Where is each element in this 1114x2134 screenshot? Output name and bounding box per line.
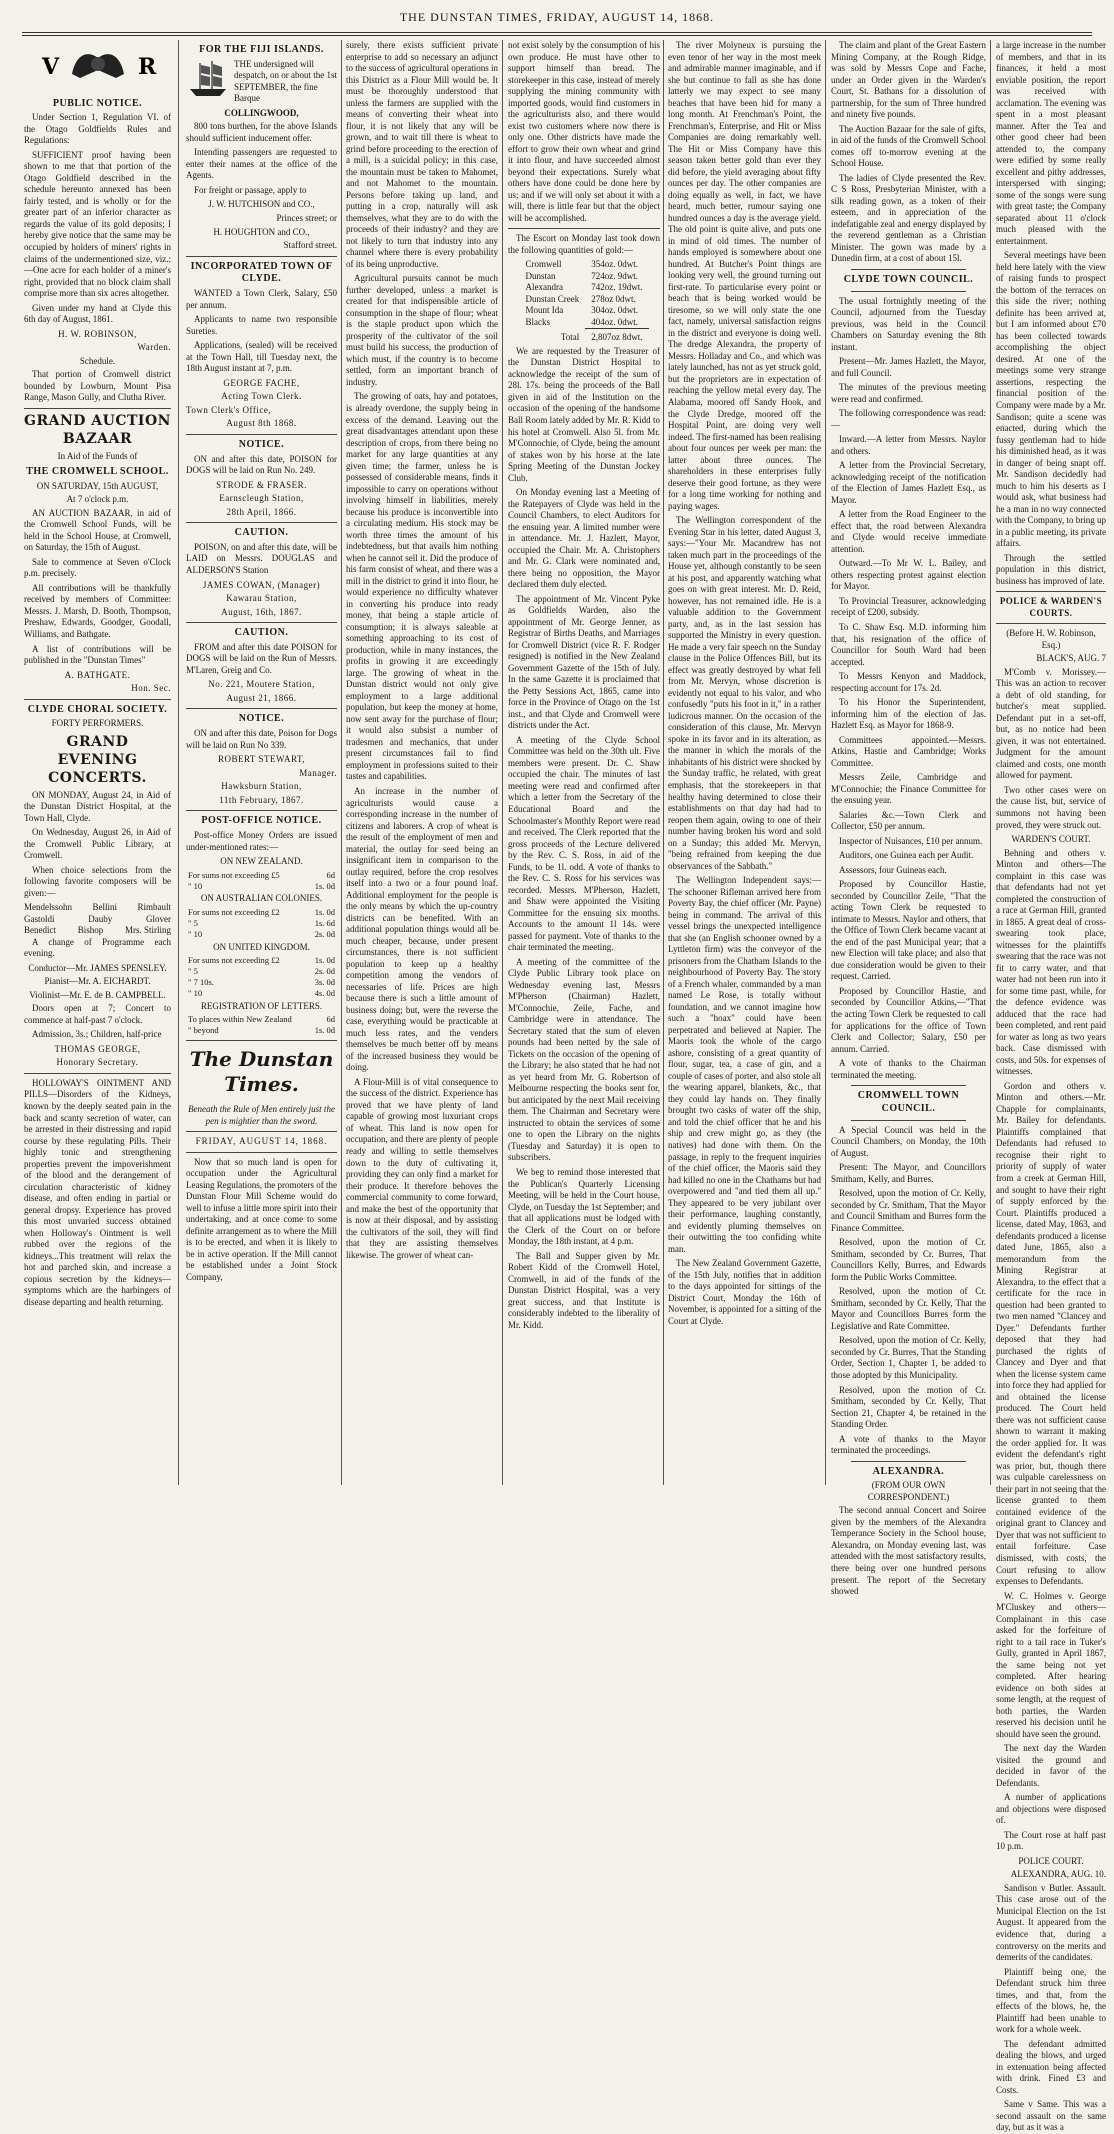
divider	[851, 1085, 966, 1086]
article-paragraph: The Wellington Independent says:—The schooner Rifleman arrived here from Poverty Bay, the chief officer (Mr. Payne) being in command. The arrival of this vessel brings the unexpected intelligence that she (an English schooner owned by a Lyttleton firm) was the conveyor of the prisoners from the Chatham Islands to the neighbourhood of Poverty Bay. The story of a French whaler, commanded by a man named Le Rose, is totally without foundation, and we cannot imagine how such a "hoax" could have been perpetrated and believed at Napier. The Maoris took the whole of the cargo ashore, consisting of a great quantity of flour, sugar, tea, a case of gin, and a couple of cases of porter, and also stole all the wearing apparel, blankets, &c., that they could lay hands on. They finally brought two casks of water off the ship, and told the chief officer that he and his ship and crew might go, as they (the natives) had done with them. On the passage, in reply to the frequent inquiries of the chief officer, the Maoris said they had killed no one in the Chathams but had overpowered and "and tied them all up." They appeared to be very jubilant over their performance, laughing constantly, and evidently pluming themselves on their outwitting the too confiding white man.	[668, 875, 821, 1254]
warden-court-heading: WARDEN'S COURT.	[1011, 834, 1091, 845]
bazaar-school: THE CROMWELL SCHOOL.	[26, 466, 169, 478]
table-row	[186, 870, 337, 881]
column-2	[186, 40, 337, 1480]
article-paragraph: The usual fortnightly meeting of the Council, adjourned from the Tuesday previous, was held in the Council Chambers on Saturday evening the 8th instant.	[831, 295, 986, 352]
column-divider	[178, 40, 179, 1485]
signature-title: Manager.	[299, 767, 337, 778]
newspaper-title: The Dunstan Times.	[189, 1046, 334, 1097]
article-paragraph: Applications, (sealed) will be received at the Town Hall, till Tuesday next, the 18th August instant at 7, p.m.	[186, 340, 337, 374]
column-3	[346, 40, 498, 1480]
column-5	[668, 40, 821, 1480]
column-7	[996, 40, 1106, 2133]
article-paragraph: A letter from the Road Engineer to the effect that, the road between Alexandra and Clyde would receive immediate attention.	[831, 509, 986, 554]
signature: H. W. ROBINSON,	[58, 328, 137, 339]
divider	[24, 699, 171, 700]
composer-name: Glover	[146, 913, 171, 924]
rate-label: " beyond	[188, 1024, 219, 1035]
table-row-total	[520, 329, 649, 344]
divider	[186, 256, 337, 257]
article-paragraph: To Messrs Kenyon and Maddock, respecting account for 17s. 2d.	[831, 671, 986, 693]
royal-crest	[24, 44, 171, 94]
article-paragraph: POISON, on and after this date, will be LAID on Messrs. DOUGLAS and ALDERSON'S Station	[186, 541, 337, 575]
signature: THOMAS GEORGE,	[54, 1043, 141, 1054]
table-row	[186, 1014, 337, 1025]
article-paragraph: To his Honor the Superintendent, informing him of the election of Jas. Hazlett Esq. as Mayor for 1868-9.	[831, 697, 986, 731]
article-paragraph: For freight or passage, apply to	[194, 184, 307, 195]
choral-heading: CLYDE CHORAL SOCIETY.	[27, 703, 168, 715]
composer-row	[24, 902, 171, 914]
article-paragraph: A meeting of the committee of the Clyde Public Library took place on Wednesday evening last, Messrs M'Pherson (Chairman) Hazlett, M'Connochie, Zeile, Fache, and Cambridge were in attendance. The Secretary stated that the sum of eleven pounds had been netted by the sale of Tickets on the occasion of the opening of the Library; he also stated that he had not as yet heard from Mr. G. Robertson of Melbourne respecting the books sent for, but anticipated by the next Mail receiving them. The Chairman and Secretary were instructed to obtain the services of some one to open the Library on the nights (Tuesday and Saturday) it is open to subscribers.	[508, 956, 660, 1163]
article-paragraph: Present—Mr. James Hazlett, the Mayor, and full Council.	[831, 356, 986, 378]
article-paragraph: Gordon and others v. Minton and others.—Mr. Chapple for complainants, Mr. Bailey for defendants. Plaintiffs complained that Defendants had refused to recognise their right to priority of supply of water from a creek at German Hill, and sought to have their right of supply enforced by the Court. Plaintiffs produced a license, dated May, 1863, and defendants produced a license dated June, 1865, also a memorandum from the Mining Registrar at Alexandra, to the effect that a certificate for the race in question had been granted to two men named "Clancey and Dyer." Defendants further deposed that they had purchased the rights of Clancey and Dyer and that when the license system came into force they had applied for and obtained the license produced. The Court held there was not sufficient cause shown to warrant it making the order applied for. It was evident the defendant's right was prior, but, though there was culpable carelessness on their part in not seeing that the license granted to them contained evidence of the original grant to Clancey and Dyer that was not sufficient to entail forfeiture. Case dismissed, with costs, the Court refusing to allow expenses to Defendants.	[996, 1080, 1106, 1587]
caution-heading: CAUTION.	[234, 527, 289, 539]
station-date: 28th April, 1866.	[226, 506, 297, 517]
advertisement-paragraph: HOLLOWAY'S OINTMENT AND PILLS—Disorders of the Kidneys, known by the deeply seated pain in the back and scanty secretion of water, can be arrested in their distressing and rapid course by these regulating Pills. Their highly tonic and strengthening properties prevent the impoverishment of the blood and the derangement of circulation characteristic of kidney disease, and often ending in partial or general dropsy. Experience has proved this most unvaried success obtained when Holloway's Ointment is well rubbed over the regions of the kidneys...This treatment will relax the hot and parched skin, and increase a copious secretion by the kidneys—symptoms which are the harbingers of disease departing and health returning.	[24, 1077, 171, 1307]
page-masthead: THE DUNSTAN TIMES, FRIDAY, AUGUST 14, 1868.	[399, 10, 715, 24]
article-paragraph: The Court rose at half past 10 p.m.	[996, 1829, 1106, 1852]
article-paragraph: The second annual Concert and Soiree given by the members of the Alexandra Temperance Society in the School house, Alexandra, on Monday evening last, was attended with the most satisfactory results, there being over one hundred persons present. The report of the Secretary showed	[831, 1505, 986, 1597]
composer-name: Dauby	[88, 913, 113, 924]
divider	[186, 622, 337, 623]
article-paragraph: The appointment of Mr. Vincent Pyke as Goldfields Warden, also the appointment of Mr. George Jenner, as Registrar of Births Deaths, and Marriages for Cromwell District (vice R. F. Rodger resigned) is notified in the New Zealand Government Gazette of the 15th of July. In the same Gazette it is proclaimed that the Petty Sessions Act, 1865, came into force in the Province of Otago on the 1st inst., and that Clyde and Cromwell were districts under the Act.	[508, 593, 660, 731]
rates-table	[186, 907, 337, 940]
courts-heading: POLICE & WARDEN'S COURTS.	[999, 596, 1103, 618]
article-paragraph: The Ball and Supper given by Mr. Robert Kidd of the Cromwell Hotel, Cromwell, in aid of the funds of the Dunstan District Hospital, was a very great success, and that Institute is considerably indebted to the liberality of Mr. Kidd.	[508, 1250, 660, 1330]
performer-credit: Pianist—Mr. A. EICHARDT.	[44, 976, 151, 987]
table-row	[186, 966, 337, 977]
table-row	[186, 988, 337, 999]
article-paragraph: Post-office Money Orders are issued under-mentioned rates:—	[186, 830, 337, 852]
article-paragraph: Given under my hand at Clyde this 6th day of August, 1861.	[24, 302, 171, 325]
article-paragraph: A Special Council was held in the Council Chambers, on Monday, the 10th of August.	[831, 1124, 986, 1158]
article-paragraph: M'Comb v. Morissey.—This was an action to recover a debt of old standing, for butcher's meat supplied. Defendant put in a set-off, but, as no notice had been given, it was not entertained. Judgment for the amount claimed and costs, one month allowed for payment.	[996, 666, 1106, 781]
table-row	[520, 317, 649, 329]
article-paragraph: Intending passengers are requested to enter their names at the office of the Agents.	[186, 147, 337, 181]
rate-value: 3s. 0d	[314, 976, 335, 987]
public-notice-heading: PUBLIC NOTICE.	[52, 97, 143, 109]
article-paragraph: FROM and after this date POISON for DOGS will be laid on the Run of Messrs. M'Laren, Greig and Co.	[186, 641, 337, 675]
divider	[186, 434, 337, 435]
column-1	[24, 40, 171, 1480]
article-paragraph: The following correspondence was read:—	[831, 408, 986, 430]
article-paragraph: A vote of thanks to the Mayor terminated the proceedings.	[831, 1433, 986, 1456]
rate-heading: REGISTRATION OF LETTERS.	[200, 1000, 323, 1011]
article-paragraph: W. C. Holmes v. George M'Cluskey and others—Complainant in this case asked for the forfeiture of right to a tail race in Tuker's Gully, granted in April 1867, the same being not yet completed. After hearing evidence on both sides at some length, at the request of both parties, the Warden reserved his decision until he should have seen the ground.	[996, 1590, 1106, 1739]
article-paragraph: The defendant admitted dealing the blows, and urged in extenuation being affected with drink. Fined £3 and Costs.	[996, 2038, 1106, 2095]
article-paragraph: On Monday evening last a Meeting of the Ratepayers of Clyde was held in the Council Chambers, to elect Auditors for the ensuing year. A limited number were in attendance. Mr. J. Hazlett, Mayor, occupied the Chair. Mr. A. Christophers and Mr. G. Clark were nominated and, there being no opposition, the Mayor declared them duly elected.	[508, 487, 660, 590]
rate-value: 6d	[326, 1014, 335, 1025]
article-paragraph: The minutes of the previous meeting were read and confirmed.	[831, 382, 986, 404]
article-paragraph: THE undersigned will despatch, on or about the 1st SEPTEMBER, the fine Barque	[234, 58, 337, 104]
article-paragraph: Inward.—A letter from Messrs. Naylor and others.	[831, 434, 986, 456]
article-paragraph: The Escort on Monday last took down the following quantities of gold:—	[508, 233, 660, 255]
rate-label: " 5	[188, 917, 198, 928]
article-paragraph: A vote of thanks to the Chairman terminated the meeting.	[831, 1058, 986, 1080]
crest-letter-right: R	[137, 54, 156, 80]
fiji-heading: FOR THE FIJI ISLANDS.	[199, 44, 324, 55]
table-row	[520, 282, 649, 294]
article-paragraph: When choice selections from the following favorite composers will be given:—	[24, 864, 171, 898]
signature-date: August 8th 1868.	[226, 418, 297, 429]
newspaper-motto: Beneath the Rule of Men entirely just the pen is mightier than the sword.	[188, 1104, 335, 1126]
caution-heading: CAUTION.	[234, 627, 289, 639]
gold-place: Alexandra	[525, 282, 563, 293]
signature: JAMES COWAN, (Manager)	[202, 579, 321, 590]
editorial-paragraph: The growing of oats, hay and potatoes, is already overdone, the supply being in excess of the demand. Leaving out the great disadvantages attendant upon these description of crops, from there being no market for any large quantities at any given time; the farmer, unless he is possessed of considerable means, finds it impossible to carry on operations without involving himself in liabilities, merely because his produce is inconvertible into a circulating medium. His stock may be worth three times the amount of his indebtedness, but that avails him nothing when he cannot sell it. Did the produce of his farm consist of wheat, and there was a mill in the district to grind it into flour, he would experience no difficulty whatever in converting his produce into ready money, that being a staple article of consumption; it is always saleable at something approaching to its cost of production, while in many instances, the profits in growing it are exceedingly large. The growing of wheat in the Dunstan district would not only give employment to a large additional population, but keep the money at home, now sent away for the purchase of flour; it would also subsist a number of tradesmen and mechanics, that under present circumstances fail to find employment in professions suited to their tastes and capabilities.	[346, 391, 498, 782]
article-paragraph: Assessors, four Guineas each.	[839, 864, 947, 875]
rate-value: 2s. 0d	[314, 928, 335, 939]
divider	[508, 228, 660, 229]
concerts-heading: GRAND EVENING CONCERTS.	[48, 733, 147, 786]
police-court-heading: POLICE COURT.	[1018, 1855, 1084, 1866]
rates-table	[186, 870, 337, 892]
article-paragraph: The ladies of Clyde presented the Rev. C S Ross, Presbyterian Minister, with a silk reading gown, as a token of their esteem, and in appreciation of the indefatigable zeal and energy displayed by the reverend gentleman as a Christian Minister. The gown was made by a Dunedin firm, at a cost of about 15l.	[831, 172, 986, 264]
article-paragraph: ON and after this date, POISON for DOGS will be laid on Run No. 249.	[186, 453, 337, 476]
article-paragraph: AN AUCTION BAZAAR, in aid of the Cromwell School Funds, will be held in the School House, at Cromwell, on Saturday, the 15th of August.	[24, 507, 171, 553]
table-row	[520, 305, 649, 317]
rate-value: 1s. 6d	[314, 917, 335, 928]
rate-label: For sums not exceeding £5	[188, 869, 280, 880]
choral-subheading: FORTY PERFORMERS.	[51, 718, 144, 729]
article-paragraph: Proposed by Councillor Hastie, seconded by Councillor Zeile, "That the acting Town Clerk be requested to intimate to Messrs. Naylor and others, that the Office of Town Clerk became vacant at the end of the past Municipal year; that a new Election will take place; and also that due consideration would be given to their request. Carried.	[831, 879, 986, 982]
article-paragraph: A meeting of the Clyde School Committee was held on the 30th ult. Five members were present. Dr. C. Shaw occupied the chair. The minutes of last meeting were read and confirmed after which a letter from the Secretary of the Educational Board and the Schoolmaster's Monthly Report were read and received. The Clerk reported that the gross proceeds of the Lecture delivered by the Rev. C. S. Ross, in aid of the Funds, to be 1l. odd. A vote of thanks to the Rev. C. S. Ross for his services was recorded. Messrs. M'Pherson, Hazlett, and Shaw were appointed the Visiting Committee for the ensuing six months. Accounts to the amount 1l 14s. were passed for payment. Vote of thanks to the chair terminated the meeting.	[508, 734, 660, 953]
notice-heading: NOTICE.	[238, 438, 285, 450]
gold-place: Dunstan	[525, 270, 556, 281]
article-paragraph: The claim and plant of the Great Eastern Mining Company, at the Rough Ridge, was sold by Messrs Cope and Fache, under an Order given in the Warden's Court, St. Bathans for a dissolution of partnership, for the sum of Three hundred and ninety five pounds.	[831, 40, 986, 120]
crest-letter-left: V	[41, 54, 59, 80]
article-paragraph: Plaintiff being one, the Defendant struck him three times, and that, from the effects of the blows, he, the Plaintiff had been unable to work for a whole week.	[996, 1966, 1106, 2035]
signature: ROBERT STEWART,	[217, 754, 306, 765]
article-paragraph: Committees appointed.—Messrs. Atkins, Hastie and Cambridge; Works Committee.	[831, 734, 986, 768]
issue-date: FRIDAY, AUGUST 14, 1868.	[195, 1136, 328, 1147]
article-paragraph: We beg to remind those interested that the Publican's Quarterly Licensing Meeting, will be held in the Court house, Clyde, on Tuesday the 1st September; and that all applications must be lodged with the Clerk of the Court on or before Monday, the 18th instant, at 4 p.m.	[508, 1166, 660, 1247]
rate-label: For sums not exceeding £2	[188, 906, 280, 917]
rate-value: 1s. 0d	[314, 955, 335, 966]
rates-table	[186, 955, 337, 999]
column-4	[508, 40, 660, 1480]
editorial-paragraph: Now that so much land is open for occupation under the Agricultural Leasing Regulations, the promoters of the Dunstan Flour Mill Scheme would do well to infuse a little more spirit into their undertaking, and at once come to some definite arrangement as to where the Mill is to be erected, and when it is likely to be in active operation. If the Mill cannot be established under a Joint Stock Company,	[186, 1156, 337, 1282]
article-paragraph: The next day the Warden visited the ground and decided in favor of the Defendants.	[996, 1743, 1106, 1788]
composer-row	[24, 925, 171, 937]
divider	[851, 1120, 966, 1121]
divider	[851, 269, 966, 270]
rate-label: For sums not exceeding £2	[188, 955, 280, 966]
divider	[851, 1461, 966, 1462]
article-paragraph: Outward.—To Mr W. L. Bailey, and others respecting protest against election for Mayor.	[831, 558, 986, 592]
rate-label: To places within New Zealand	[188, 1014, 292, 1025]
article-paragraph: Same v Same. This was a second assault on the same day, but as it was a	[996, 2099, 1106, 2133]
notice-heading: NOTICE.	[238, 713, 285, 725]
table-row	[186, 977, 337, 988]
article-paragraph: Present: The Mayor, and Councillors Smitham, Kelly, and Burres.	[831, 1162, 986, 1184]
station-name: No. 221, Moutere Station,	[208, 679, 315, 690]
station-name: Hawksburn Station,	[221, 781, 302, 792]
post-office-heading: POST-OFFICE NOTICE.	[201, 815, 322, 827]
article-paragraph: ON and after this date, Poison for Dogs will be laid on Run No 339.	[186, 728, 337, 750]
table-row	[186, 881, 337, 892]
crest-icon	[28, 44, 168, 90]
article-paragraph: On Wednesday, August 26, in Aid of the Cromwell Public Library, at Cromwell.	[24, 827, 171, 861]
composer-name: Bishop	[77, 925, 104, 936]
signature: A. BATHGATE.	[64, 669, 131, 680]
ship-illustration	[186, 59, 337, 105]
table-row	[520, 294, 649, 306]
rate-label: " 10	[188, 928, 203, 939]
table-row	[186, 929, 337, 940]
signature-title: Acting Town Clerk.	[221, 391, 302, 402]
gold-total-label: Total	[560, 332, 580, 343]
composer-name: Bellini	[92, 902, 117, 913]
composer-name: Rimbault	[137, 902, 171, 913]
editorial-paragraph: A Flour-Mill is of vital consequence to the success of the district. Experience has proved that we have plenty of land capable of growing most luxuriant crops of wheat. This land is now open for occupation, and there are plenty of people ready and willing to settle themselves down to the duty of cultivating it, providing they can only find a market for their produce. It therefore behoves the commercial community to come forward, and make the best of the opportunity that is now at their disposal, and by assisting the cultivators of the soil, they will find that they are assisting themselves likewise. The grower of wheat can-	[346, 1076, 498, 1260]
divider	[186, 810, 337, 811]
table-row	[186, 907, 337, 918]
article-paragraph: WANTED a Town Clerk, Salary, £50 per annum.	[186, 288, 337, 310]
article-paragraph: All contributions will be thankfully received by members of Committee: Messrs. J. Marsh, D. Booth, Thompson, Preshaw, Edwards, Goodger, Goodall, Williams, and Bathgate.	[24, 582, 171, 639]
schedule-heading: Schedule.	[79, 355, 116, 366]
rate-heading: ON UNITED KINGDOM.	[213, 941, 310, 952]
article-paragraph: Two other cases were on the cause list, but, service of summons not having been proved, they were struck out.	[996, 784, 1106, 830]
article-paragraph: A letter from the Provincial Secretary, acknowledging receipt of the notification of the Election of James Hazlett Esq., as Mayor.	[831, 460, 986, 505]
article-paragraph: Several meetings have been held here lately with the view of raising funds to prospect the bottom of the terraces on this side the river; nothing definite has been arrived at, but I am informed about £70 has been collected towards accomplishing the object desired. At one of the meetings some very strange assertions, respecting the financial position of the Company were made by a Mr. Sandison; quite a scene was enacted, during which the fussy gentleman had to hide his diminished head, as it was in danger of being snapt off. Mr. Sandison decidedly had much to him his deserts as I would ask, what business had he a man in no way connected with the Company, to bring up in a public meeting, its private affairs.	[996, 250, 1106, 549]
article-paragraph: Resolved, upon the motion of Cr. Smitham, seconded by Cr. Kelly, That Section 21, Chapter 4, be retained in the Standing Order.	[831, 1384, 986, 1430]
rate-heading: ON NEW ZEALAND.	[220, 856, 303, 867]
agent-address: Princes street; or	[276, 212, 337, 223]
divider	[24, 1073, 171, 1074]
rate-value: 6d	[326, 869, 335, 880]
article-paragraph: That portion of Cromwell district bounded by Lowburn, Mount Pisa Range, Mason Gully, and Clutha River.	[24, 369, 171, 403]
station-date: 11th February, 1867.	[219, 794, 304, 805]
rate-label: " 10	[188, 987, 203, 998]
article-paragraph: The river Molyneux is pursuing the even tenor of her way in the most meek and admirable manner imaginable, and if she but continue to fall as she has done latterly we may expect to see many beaches that have been hid for many a long month. At Frenchman's Point, the Frenchman's, Enterprise, and Hit or Miss Companies are doing remarkably well. The Hit or Miss Company have this season taken better gold than ever they did before, the yield averaging about fifty ounces per day. The other companies are doing equally as well, in fact, we have heard, much better, rumour saying one hundred ounces a day is the average yield. The old point is quite alive, and puts one in mind of old times. The number of hands employed is somewhere about one hundred. At Butcher's Point things are looking very well, the ground turning out first-rate. To particularise every point or beach that is being worked would be tiresome, so we will only state the one fact, namely, universal satisfaction reigns in the district and everyone is doing well. The dredge Alexandra, the property of Messrs. Holladay and Co., and which was lately launched, has not as yet struck gold, but the proprietors are in expectation of reaching the yellow metal every day. The Alabama, moored off Sandy Hook, and the Clyde Dredge, moored off the Hospital Point, are doing very well indeed. The first-named has been realising about four ounces per week per man: the latter about three ounces. The shareholders in these enterprises fully deserve their good fortune, as they were for a long time working for nothing and paying wages.	[668, 40, 821, 511]
bazaar-time: At 7 o'clock p.m.	[66, 494, 129, 505]
column-divider	[663, 40, 664, 1485]
gold-amount: 404oz. 0dwt.	[591, 316, 638, 327]
article-paragraph: 800 tons burthen, for the above Islands should sufficient inducement offer.	[186, 121, 337, 143]
rate-value: 4s. 0d	[314, 987, 335, 998]
clyde-council-heading: CLYDE TOWN COUNCIL.	[843, 273, 974, 285]
town-heading: INCORPORATED TOWN OF CLYDE.	[190, 260, 333, 285]
composer-name: Gastoldi	[24, 913, 55, 924]
gold-amount: 742oz. 19dwt.	[591, 282, 643, 293]
table-row	[186, 1025, 337, 1036]
divider	[186, 1040, 337, 1041]
gold-place: Blacks	[525, 317, 550, 328]
divider	[186, 1152, 337, 1153]
gold-escort-table	[520, 259, 649, 344]
masthead-rule	[22, 32, 1092, 36]
article-paragraph: Behning and others v. Minton and others—The complaint in this case was that defendants had not yet completed the construction of a race at German Hill, granted in 1865. A great deal of cross-swearing took place, witnesses for the plaintiffs swearing that the race was not fit to carry water, and that water had not been run into it for some time past, while, for the defence evidence was adduced that the race had been completed, and rent paid for water as long as two years back. Case dismissed with costs, and 50s. for expenses of witnesses.	[996, 847, 1106, 1077]
article-paragraph: Doors open at 7; Concert to commence at half-past 7 o'clock.	[24, 1003, 171, 1025]
article-paragraph: Resolved, upon the motion of Cr. Kelly, seconded by Cr. Burres, That the Standing Order, Section 1, Chapter 1, be added to those adopted by this Municipality.	[831, 1335, 986, 1380]
composer-name: Benedict	[24, 925, 56, 936]
divider	[186, 1131, 337, 1132]
rate-value: 1s. 0d	[314, 1024, 335, 1035]
cromwell-council-heading: CROMWELL TOWN COUNCIL.	[857, 1090, 960, 1114]
ship-name: COLLINGWOOD,	[224, 107, 299, 118]
agent-address: Stafford street.	[283, 240, 337, 251]
article-paragraph: A list of contributions will be published in the "Dunstan Times"	[24, 643, 171, 666]
bazaar-heading: GRAND AUCTION BAZAAR	[24, 412, 171, 447]
article-paragraph: Applicants to name two responsible Sureties.	[186, 314, 337, 336]
article-paragraph: Salaries &c.—Town Clerk and Collector, £50 per annum.	[831, 809, 986, 832]
station-name: Earnscleugh Station,	[219, 493, 304, 504]
article-paragraph: Auditors, one Guinea each per Audit.	[839, 850, 974, 861]
performer-credit: Violinist—Mr. E. de B. CAMPBELL.	[29, 989, 166, 1000]
article-paragraph: Through the settled population in this district, business has improved of late.	[996, 552, 1106, 586]
agent-name: J. W. HUTCHISON and CO.,	[208, 199, 315, 210]
agent-name: H. HOUGHTON and CO.,	[213, 226, 310, 237]
rate-value: 2s. 0d	[314, 965, 335, 976]
editorial-paragraph: surely, there exists sufficient private enterprise to add so necessary an adjunct to the success of agricultural operations in this District as a Flour Mill would be. It must be thoroughly understood that unless the farmers are supplied with the means of converting their wheat into flour, it is not likely that any will be grown, and to wait till there is wheat to grind before proceeding to the erection of a mill, is a suicidal policy; in this case, the mountain must be taken to Mahomet, and not Mahomet to the mountain. Persons before taking up land, and putting in a crop, naturally will ask themselves, what they are to do with the proceeds of their industry? and they are not likely to turn that industry into any channel where there is every probability of its being unproductive.	[346, 40, 498, 269]
gold-amount: 304oz. 0dwt.	[591, 305, 638, 316]
article-paragraph: Proposed by Councillor Hastie, and seconded by Councillor Atkins,—"That the acting Town Clerk be requested to call for applications for the office of Town Clerk and Collector; Salary, £50 per annum. Carried.	[831, 985, 986, 1054]
column-6	[831, 40, 986, 1597]
article-paragraph: Inspector of Nuisances, £10 per annum.	[839, 835, 983, 846]
rate-label: " 10	[188, 880, 203, 891]
rates-table	[186, 1014, 337, 1036]
article-paragraph: Under Section 1, Regulation VI. of the Otago Goldfields Rules and Regulations:	[24, 112, 171, 146]
signature-title: Honorary Secretary.	[56, 1057, 139, 1068]
divider	[186, 522, 337, 523]
editorial-paragraph: Agricultural pursuits cannot be much further developed, unless a market is created for that indispensible article of consumption in the shape of flour; wheat is the staple product upon which the prosperity of the cultivator of the soil must build his success, the production of which must, if the country is to become settled, form an important branch of industry.	[346, 273, 498, 387]
editorial-paragraph: not exist solely by the consumption of his own produce. He must have other to support himself than bread. The storekeeper in this case, instead of merely supplying the mining community with imported goods, would find customers in the agriculturists also, and there would exist two customers where now there is only one. Other districts have made the effort to grow their own wheat and grind it into flour, and have succeeded almost beyond their expectations. Surely what others have done could be done here by us; and if we will only set about it with a will, there is little fear but that the object will be accomplished.	[508, 40, 660, 223]
correspondent-line: (FROM OUR OWN CORRESPONDENT.)	[867, 1480, 950, 1502]
gold-place: Dunstan Creek	[525, 293, 580, 304]
gold-amount: 354oz. 0dwt.	[591, 259, 638, 270]
rate-value: 1s. 0d	[314, 906, 335, 917]
article-paragraph: Messrs Zeile, Cambridge and M'Connochie; the Finance Committee for the ensuing year.	[831, 772, 986, 806]
article-paragraph: Resolved, upon the motion of Cr. Smitham, seconded by Cr. Burres, That Councillors Kelly, Burres, and Edwards form the Public Works Committee.	[831, 1237, 986, 1282]
rate-heading: ON AUSTRALIAN COLONIES.	[200, 893, 323, 904]
station-date: August, 16th, 1867.	[221, 606, 302, 617]
column-divider	[502, 40, 503, 1485]
signature: GEORGE FACHE,	[223, 377, 300, 388]
performer-credit: Conductor—Mr. JAMES SPENSLEY.	[28, 962, 167, 973]
divider	[996, 623, 1106, 624]
rate-label: " 7 10s.	[188, 976, 214, 987]
article-paragraph: Resolved, upon the motion of Cr. Kelly, seconded by Cr. Smitham, That the Mayor and Council Smitham and Burres form the Finance Committee.	[831, 1188, 986, 1233]
rate-label: " 5	[188, 965, 198, 976]
article-paragraph: Sandison v Butler. Assault. This case arose out of the Municipal Election on the 1st August. It appeared from the evidence that, during a controversy on the merits and demerits of the candidates.	[996, 1882, 1106, 1963]
article-paragraph: The Auction Bazaar for the sale of gifts, in aid of the funds of the Cromwell School comes off to-morrow evening at the School House.	[831, 123, 986, 169]
article-paragraph: The Wellington correspondent of the Evening Star in his letter, dated August 3, says:—"Your Mr. Macandrew has not taken much part in the proceedings of the House yet, although constantly to be seen at his post, and apparently watching what goes on with great interest. Mr. D. Reid, however, has not remained idle. He is a valuable addition to the Government party, and, as in the last session has supported the Ministry in every question. He made a very fair speech on the Sunday clause in the Police Offences Bill, but its effect was greatly destroyed by what fell from Mr. Mervyn, whose discretion is evidently not equal to his valor, and who confusedly "puts his foot in it," in a rather ludicrous manner. On the occasion of the consideration of this clause, Mr. Mervyn spoke in its favor and in its alteration, as the manner in which the morals of the inhabitants of his district were shocked by the Sunday traffic, he related, with great emphasis, that the storekeepers in that healthy having determined to close their establishments on that day had had to reopen them again, owing to one of their number having broken his word and sold on a Sunday; this added Mr. Mervyn, "being refrained from keeping the due observances of the Sabbath."	[668, 515, 821, 871]
signature-title: Hon. Sec.	[131, 683, 171, 694]
court-date: BLACK'S, AUG. 7	[1036, 653, 1106, 664]
editorial-paragraph: An increase in the number of agriculturists would cause a corresponding increase in the number of citizens and laborers. A crop of wheat is the result of the employment of men and material, the outlay for seed being an insignificant item in comparison to the outlay required, before the crop resolves itself into a two or a four pound loaf. Additional employment for the people is the only means by which the up-country districts can be benefited. With an additional population things would all be much cheaper, because, under present circumstances, there is not sufficient population to keep up a healthy competition among the vendors of necessaries of life. Prices are high because there is such a little amount of business doing; but, were the reverse the case, everything would be practicable at much less rates, and the venders themselves be much better off by means of the increased business they would be doing.	[346, 786, 498, 1073]
signature-place: Town Clerk's Office,	[186, 404, 272, 415]
station-name: Kawarau Station,	[226, 593, 297, 604]
gold-amount: 724oz. 9dwt.	[591, 270, 638, 281]
article-paragraph: To Provincial Treasurer, acknowledging receipt of £200, subsidy.	[831, 595, 986, 618]
composer-row	[24, 914, 171, 926]
composer-name: Mrs. Stirling	[124, 925, 171, 936]
signature: STRODE & FRASER.	[216, 479, 307, 490]
gold-amount: 278oz 0dwt.	[591, 293, 636, 304]
article-paragraph: A number of applications and objections were disposed of.	[996, 1792, 1106, 1826]
gold-place: Mount Ida	[525, 305, 564, 316]
column-divider	[341, 40, 342, 1485]
table-row	[520, 271, 649, 283]
sailing-ship-icon	[186, 59, 230, 99]
article-paragraph: Resolved, upon the motion of Cr. Smitham, seconded by Cr. Kelly, That the Mayor and Councillors Burres form the Legislative and Rate Committee.	[831, 1286, 986, 1331]
table-row	[186, 955, 337, 966]
divider	[24, 408, 171, 409]
article-paragraph: To C. Shaw Esq. M.D. informing him that, his resignation of the office of Councillor for South Ward had been accepted.	[831, 622, 986, 667]
composer-name: Mendelssohn	[24, 902, 72, 913]
article-paragraph: ON MONDAY, August 24, in Aid of the Dunstan District Hospital, at the Town Hall, Clyde.	[24, 789, 171, 823]
divider	[851, 291, 966, 292]
table-row	[520, 259, 649, 271]
column-divider	[825, 40, 826, 1485]
article-paragraph: Sale to commence at Seven o'Clock p.m. precisely.	[24, 556, 171, 579]
bazaar-subheading: In Aid of the Funds of	[57, 450, 138, 461]
station-date: August 21, 1866.	[226, 692, 297, 703]
gold-place: Cromwell	[525, 259, 562, 270]
courts-subheading: (Before H. W. Robinson, Esq.)	[1006, 628, 1096, 650]
article-paragraph: Admission, 3s.; Children, half-price	[32, 1029, 162, 1040]
article-paragraph: The New Zealand Government Gazette, of the 15th July, notifies that in addition to the days appointed for sittings of the District Court, Monday the 16th of November, is appointed for a sitting of the Court at Clyde.	[668, 1258, 821, 1326]
rate-value: 1s. 0d	[314, 880, 335, 891]
signature-title: Warden.	[137, 342, 171, 353]
divider	[996, 591, 1106, 592]
alexandra-heading: ALEXANDRA.	[872, 1465, 945, 1477]
court-date: ALEXANDRA, AUG. 10.	[1010, 1869, 1106, 1880]
column-divider	[990, 40, 991, 1485]
table-row	[186, 918, 337, 929]
article-paragraph: A change of Programme each evening.	[24, 936, 171, 959]
article-paragraph: a large increase in the number of members, and that in its finances, it held a most enviable position, the report was received with acclamation. The evening was spent in a most pleasant manner. After the Tea and other good cheer had been attended to, the company were edified by some really excellent and pithy addresses, interspersed with singing; some of the songs were sung with great taste; the Company separated about 11 o'clock much pleased with the entertainment.	[996, 40, 1106, 246]
article-paragraph: SUFFICIENT proof having been shown to me that that portion of the Otago Goldfield described in the schedule hereunto annexed has been fairly tested, and is wholly or for the greater part of an inferior character as regards the value of its gold deposits; I hereby give notice that the same may be occupied by holders of miners' rights in claims of the undermentioned size, viz.:—One acre for each holder of a miner's right, provided that no block claim shall comprise more than six acres altogether.	[24, 149, 171, 299]
gold-total-amount: 2,807oz 8dwt.	[585, 329, 648, 344]
bazaar-date: ON SATURDAY, 15th AUGUST,	[36, 480, 159, 491]
article-paragraph: We are requested by the Treasurer of the Dunstan District Hospital to acknowledge the receipt of the sum of 28l. 17s. being the proceeds of the Ball given in aid of the Institution on the occasion of the opening of the handsome Ball Room lately added by Mr. R. Kidd to his hotel at Cromwell. Also 5l. from Mr. M'Connochie, of Clyde, being the amount of stakes won by his horse at the late Spring Meeting of the Dunstan Jockey Club.	[508, 345, 660, 483]
divider	[186, 708, 337, 709]
